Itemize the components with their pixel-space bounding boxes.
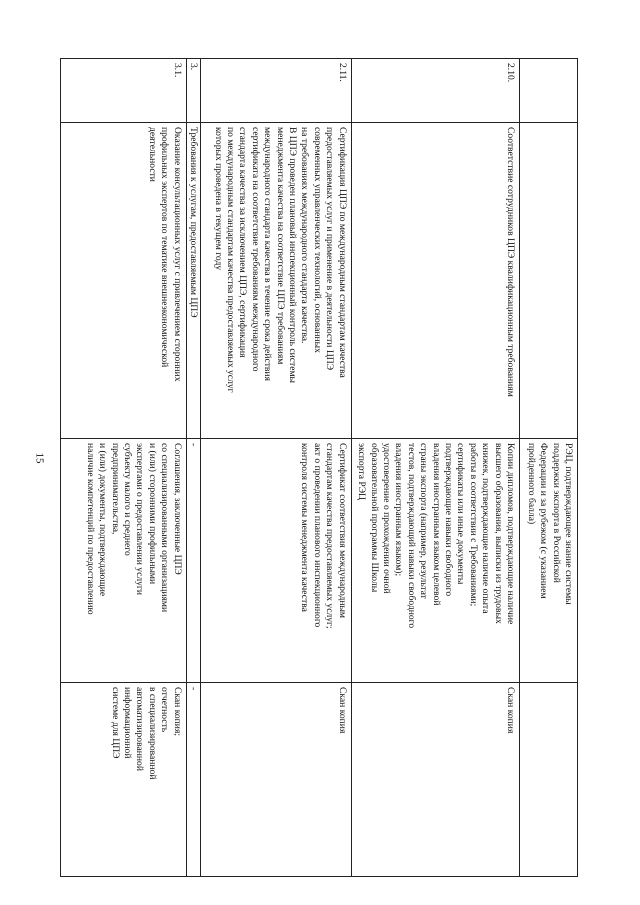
cell-text-line: образовательной программы Школы xyxy=(368,443,380,593)
cell-text-line: и (или) сторонними профильными xyxy=(146,443,158,585)
cell-text-line: Скан копия xyxy=(505,687,516,734)
cell-text-line: Соответствие сотрудников ЦПЭ квалификационным требованиям xyxy=(505,127,516,397)
submission-form-cell xyxy=(186,683,200,877)
cell-text-line: высшего образования, выписки из трудовых xyxy=(492,443,504,624)
cell-text-line: предоставляемых услуг и применение в деятельности ЦПЭ xyxy=(324,127,336,371)
cell-text-line: международного стандарта качества в течение срока действия xyxy=(262,127,274,381)
requirements-table-wrapper xyxy=(62,58,578,876)
cell-text-line: экспертами о предоставлении услуги xyxy=(134,443,146,595)
cell-text-line: 3.1. xyxy=(171,63,183,78)
cell-text-line: информационной xyxy=(122,687,134,759)
table-row xyxy=(351,59,519,877)
cell-text-line: акт о проведении планового инспекционного xyxy=(311,443,323,628)
cell-text-line: удостоверение о прохождении очной xyxy=(380,443,392,594)
documents-cell xyxy=(520,439,578,683)
cell-text-line: Федерации и за рубежом (с указанием xyxy=(538,443,550,599)
cell-text-line: Скан копия xyxy=(336,687,348,734)
cell-text-line: отчетность xyxy=(159,687,171,733)
row-number-cell xyxy=(186,59,200,123)
cell-text-line: профильных экспертов по тематике внешнеэкономической xyxy=(159,127,171,368)
cell-text-line: Требования к услугам, предоставляемым ЦПЭ xyxy=(187,127,199,318)
cell-text-line: стандартам качества предоставляемых услуг; xyxy=(324,443,336,629)
cell-text-line: менеджмента качества на соответствие ЦПЭ требованиям xyxy=(274,127,286,365)
cell-text-line: и (или) документы, подтверждающие xyxy=(97,443,109,597)
cell-text-line: 3. xyxy=(187,63,199,71)
cell-text-line: со специализированными организациями xyxy=(159,443,171,613)
cell-text-line: подтверждающие навыки свободного xyxy=(442,443,454,597)
cell-text-line: наличие компетенций по предоставлению xyxy=(84,443,96,615)
cell-text-line: пройденного балла) xyxy=(525,443,537,525)
row-number-cell xyxy=(520,59,578,123)
documents-cell xyxy=(186,439,200,683)
cell-text-line: работы в соответствии с Требованиями; xyxy=(467,443,479,607)
cell-text-line: в специализированной xyxy=(146,687,158,780)
cell-text-line: поддержки экспорта в Российской xyxy=(550,443,562,583)
cell-text-line: Скан копия; xyxy=(171,687,183,737)
cell-text-line: тестов, подтверждающий навыки свободного xyxy=(405,443,417,629)
submission-form-cell xyxy=(200,683,351,877)
cell-text-line: предпринимательства, xyxy=(109,443,121,535)
table-row xyxy=(200,59,351,877)
cell-text-line: Соглашения, заключенные ЦПЭ xyxy=(171,443,183,575)
cell-text-line: контроля системы менеджмента качества xyxy=(299,443,311,612)
table-row xyxy=(520,59,578,877)
submission-form-cell xyxy=(520,683,578,877)
cell-text-line: В ЦПЭ проведен плановый инспекционный контроль системы xyxy=(287,127,299,383)
cell-text-line: которых проведена в текущем году xyxy=(212,127,224,271)
table-row xyxy=(60,59,186,877)
cell-text-line: книжек, подтверждающие наличие опыта xyxy=(480,443,492,614)
cell-text-line: владения иностранным языком целевой xyxy=(430,443,442,606)
cell-text-line: экспорта РЭЦ xyxy=(356,443,368,500)
cell-text-line: автоматизированной xyxy=(134,687,146,771)
rotated-page-content xyxy=(62,58,578,876)
cell-text-line: сертификата на соответствие требованиям международного xyxy=(249,127,261,372)
requirement-cell xyxy=(351,123,519,439)
cell-text-line: Сертификация ЦПЭ по международным стандартам качества xyxy=(336,127,348,378)
row-number-cell xyxy=(351,59,519,123)
cell-text-line: Сертификат соответствия международным xyxy=(336,443,348,619)
row-number-cell xyxy=(200,59,351,123)
page-number: 15 xyxy=(33,452,46,464)
cell-text-line: 2.10. xyxy=(505,63,516,83)
cell-text-line: страны экспорта (например, результат xyxy=(418,443,430,599)
requirement-cell xyxy=(520,123,578,439)
requirement-cell xyxy=(60,123,186,439)
documents-cell xyxy=(200,439,351,683)
cell-text-line: сертификаты или иные документы xyxy=(455,443,467,585)
cell-text-line: Копии дипломов, подтверждающие наличие xyxy=(505,443,516,625)
requirements-table xyxy=(60,58,578,877)
documents-cell xyxy=(60,439,186,683)
requirement-cell xyxy=(186,123,200,439)
cell-text-line: системе для ЦПЭ xyxy=(109,687,121,759)
submission-form-cell xyxy=(351,683,519,877)
cell-text-line: деятельности xyxy=(146,127,158,182)
cell-text-line: на требованиях международного стандарта качества. xyxy=(299,127,311,344)
cell-text-line: по международным стандартам качества предоставляемых услуг xyxy=(225,127,237,393)
row-number-cell xyxy=(60,59,186,123)
cell-text-line: субъекту малого и среднего xyxy=(122,443,134,556)
cell-text-line: стандарта качества за исключением ЦПЭ, сертификация xyxy=(237,127,249,358)
cell-text-line: Оказание консультационных услуг с привлечением сторонних xyxy=(171,127,183,382)
table-row xyxy=(186,59,200,877)
cell-text-line: современных управленческих технологий, основанных xyxy=(311,127,323,353)
cell-text-line: РЭЦ, подтверждающее знание системы xyxy=(563,443,574,605)
submission-form-cell xyxy=(60,683,186,877)
cell-text-line: 2.11. xyxy=(336,63,348,82)
documents-cell xyxy=(351,439,519,683)
cell-text-line: - xyxy=(187,443,199,447)
cell-text-line: - xyxy=(187,687,199,691)
cell-text-line: владения иностранным языком); xyxy=(393,443,405,577)
requirement-cell xyxy=(200,123,351,439)
